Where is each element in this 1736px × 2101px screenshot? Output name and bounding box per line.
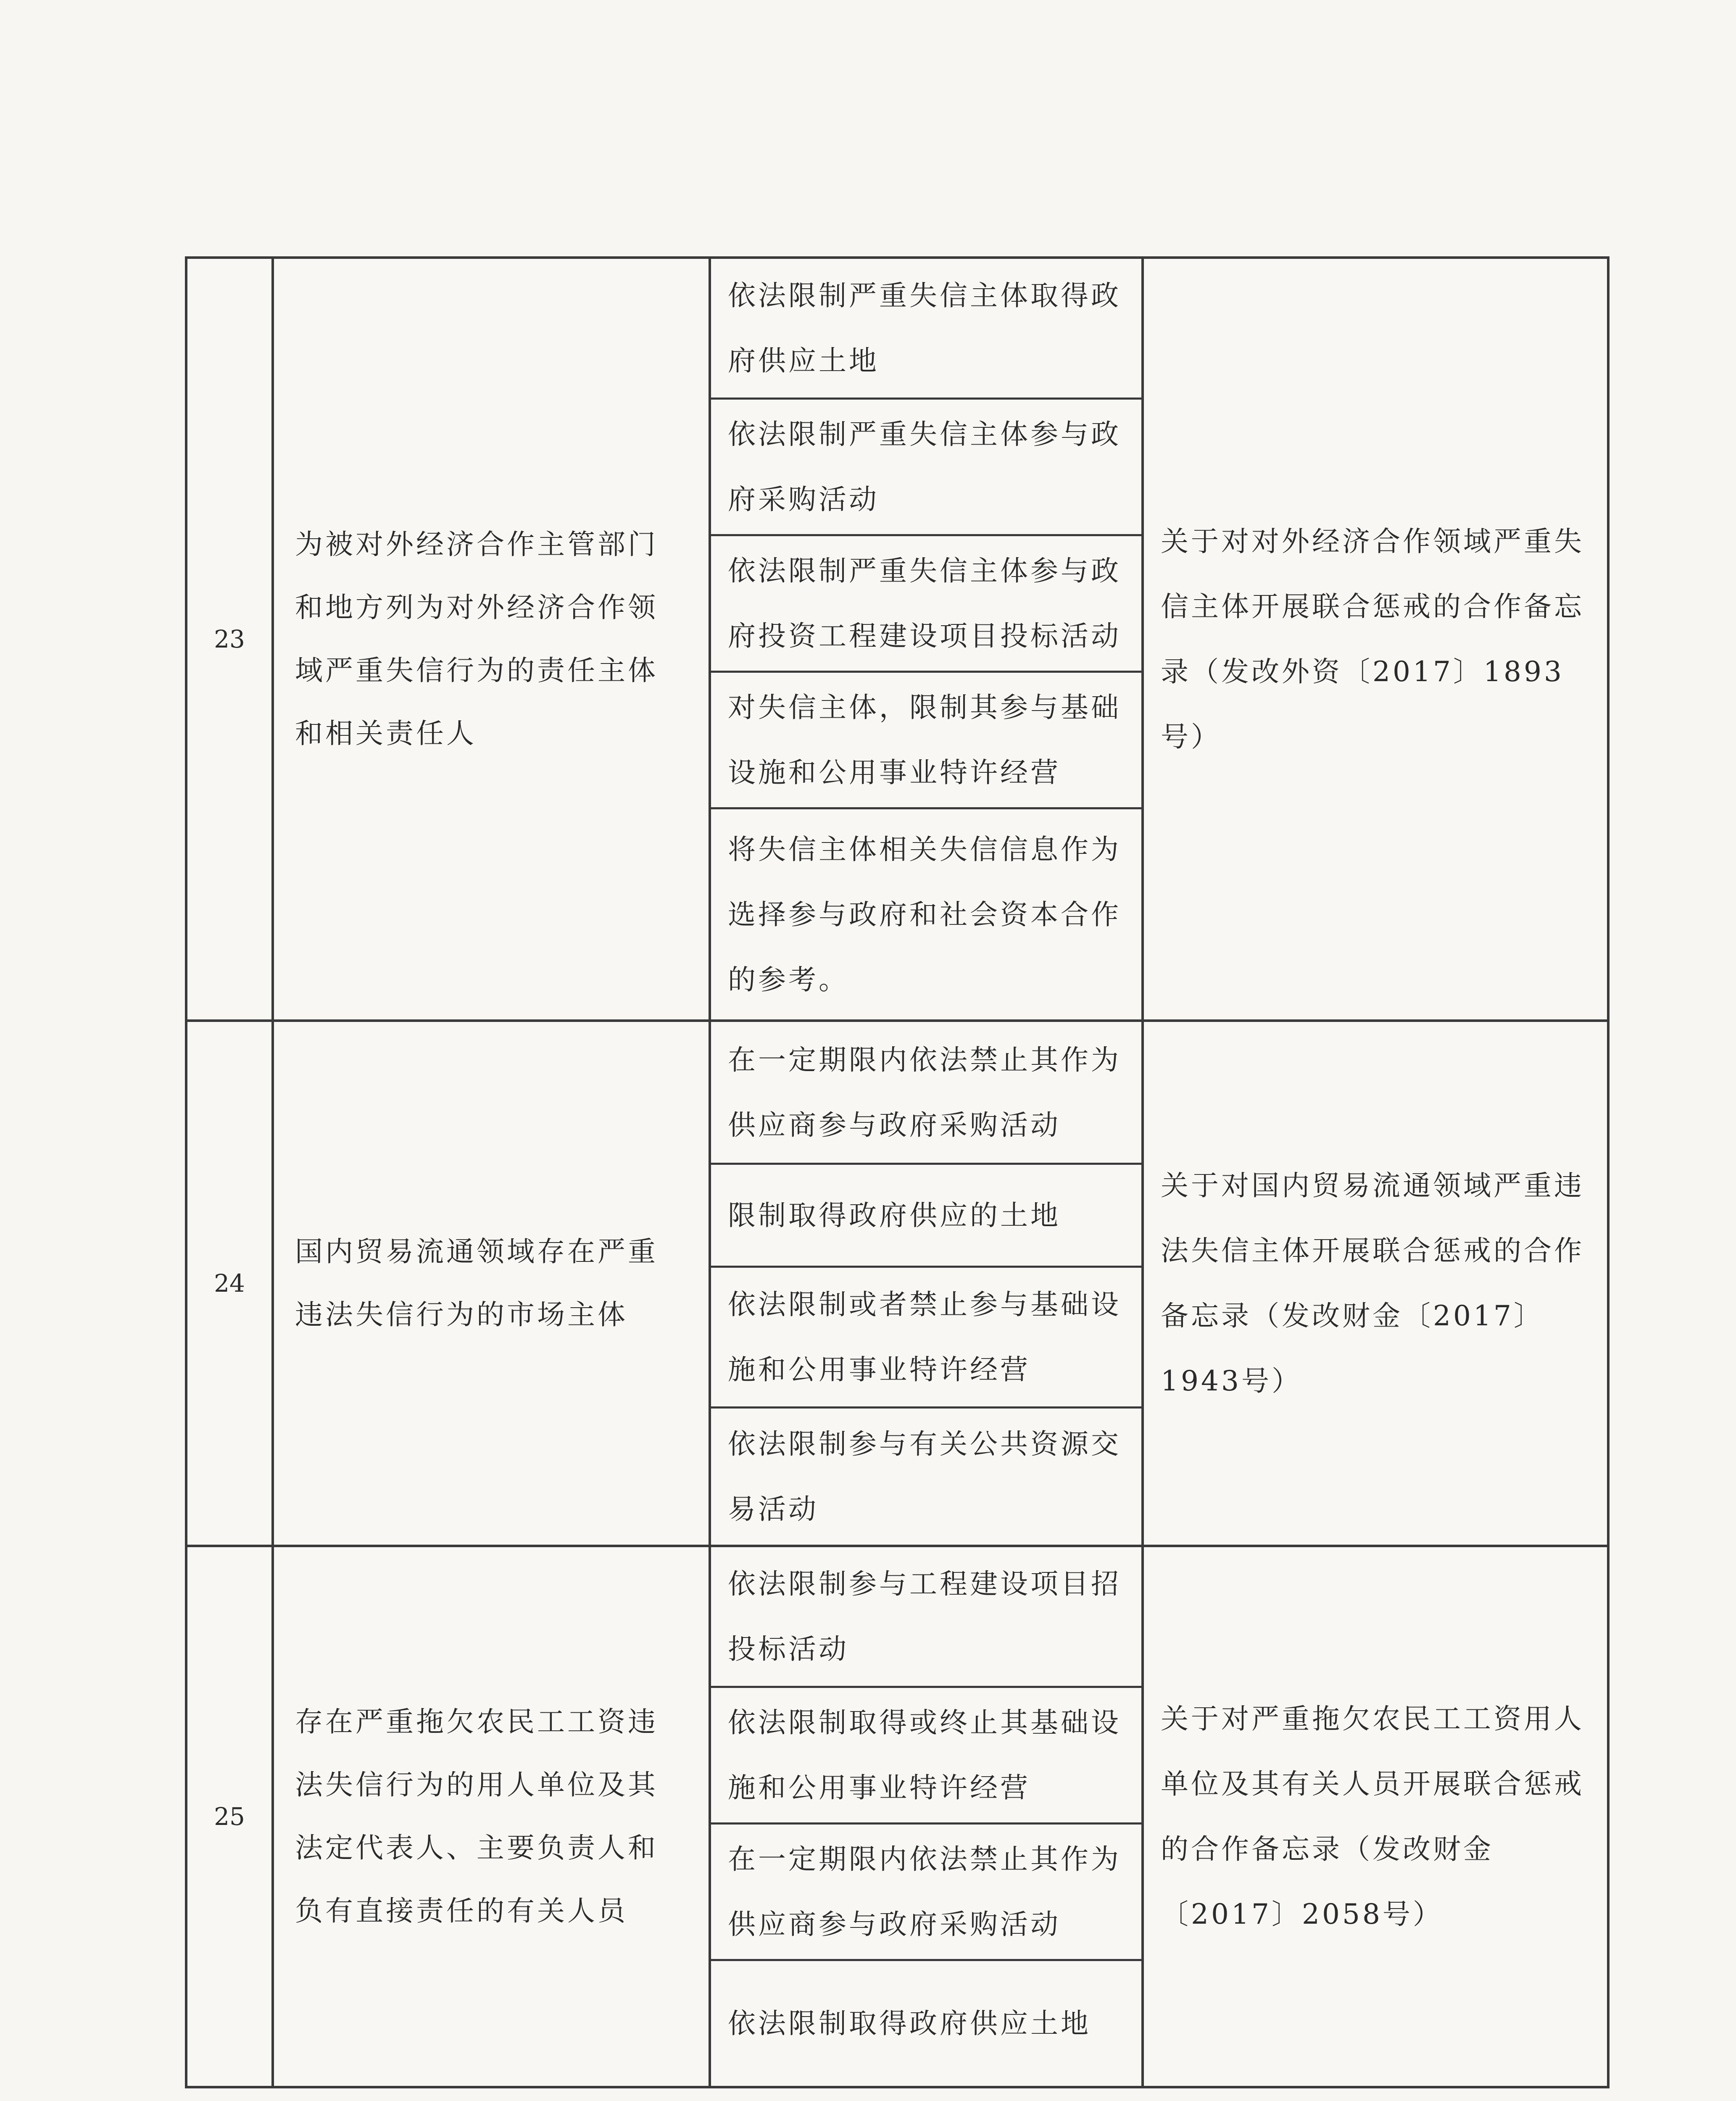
measure-item [711, 1547, 1141, 1686]
memo-text: 关于对对外经济合作领域严重失信主体开展联合惩戒的合作备忘录（发改外资〔2017〕1893号） [1161, 525, 1584, 753]
measure-text: 在一定期限内依法禁止其作为供应商参与政府采购活动 [728, 1843, 1121, 1940]
measure-item [711, 259, 1141, 398]
measure-text: 在一定期限内依法禁止其作为供应商参与政府采购活动 [728, 1043, 1121, 1141]
row-number: 23 [214, 625, 245, 653]
row-number: 25 [214, 1802, 245, 1831]
measure-item [711, 1163, 1141, 1266]
sanctions-table [185, 256, 1610, 2088]
memo-cell [1141, 259, 1607, 1019]
measure-text: 依法限制严重失信主体参与政府投资工程建设项目投标活动 [728, 555, 1121, 652]
measure-item [711, 1686, 1141, 1822]
measure-item [711, 807, 1141, 1019]
measure-text: 依法限制或者禁止参与基础设施和公用事业特许经营 [728, 1288, 1121, 1386]
measure-text: 依法限制取得或终止其基础设施和公用事业特许经营 [728, 1706, 1121, 1804]
table-row [187, 1019, 1607, 1545]
memo-text: 关于对严重拖欠农民工工资用人单位及其有关人员开展联合惩戒的合作备忘录（发改财金〔2017〕2058号） [1161, 1703, 1584, 1930]
memo-cell [1141, 1547, 1607, 2086]
subject-cell [271, 259, 709, 1019]
measures-cell [709, 1547, 1141, 2086]
measure-item [711, 1959, 1141, 2086]
measure-item [711, 1266, 1141, 1406]
measure-text: 依法限制取得政府供应土地 [728, 2007, 1091, 2040]
subject-cell [271, 1022, 709, 1545]
subject-text: 为被对外经济合作主管部门和地方列为对外经济合作领域严重失信行为的责任主体和相关责任人 [295, 528, 658, 750]
measure-item [711, 398, 1141, 534]
measure-item [711, 1406, 1141, 1545]
measure-item [711, 534, 1141, 671]
measure-text: 将失信主体相关失信信息作为选择参与政府和社会资本合作的参考。 [728, 833, 1121, 996]
measures-cell [709, 1022, 1141, 1545]
measure-text: 依法限制参与有关公共资源交易活动 [728, 1428, 1121, 1525]
measure-text: 限制取得政府供应的土地 [728, 1199, 1061, 1232]
table-row [187, 1545, 1607, 2086]
measure-item [711, 1022, 1141, 1163]
measure-text: 依法限制严重失信主体取得政府供应土地 [728, 279, 1121, 377]
subject-cell [271, 1547, 709, 2086]
subject-text: 国内贸易流通领域存在严重违法失信行为的市场主体 [295, 1235, 658, 1331]
table-row [187, 259, 1607, 1019]
memo-cell [1141, 1022, 1607, 1545]
memo-text: 关于对国内贸易流通领域严重违法失信主体开展联合惩戒的合作备忘录（发改财金〔2017〕1943号） [1161, 1169, 1584, 1397]
subject-text: 存在严重拖欠农民工工资违法失信行为的用人单位及其法定代表人、主要负责人和负有直接责任的有关人员 [295, 1706, 658, 1927]
measure-item [711, 1822, 1141, 1959]
measures-cell [709, 259, 1141, 1019]
measure-text: 依法限制严重失信主体参与政府采购活动 [728, 418, 1121, 516]
measure-text: 对失信主体，限制其参与基础设施和公用事业特许经营 [728, 691, 1121, 789]
measure-item [711, 671, 1141, 807]
measure-text: 依法限制参与工程建设项目招投标活动 [728, 1568, 1121, 1665]
row-number: 24 [214, 1269, 245, 1298]
